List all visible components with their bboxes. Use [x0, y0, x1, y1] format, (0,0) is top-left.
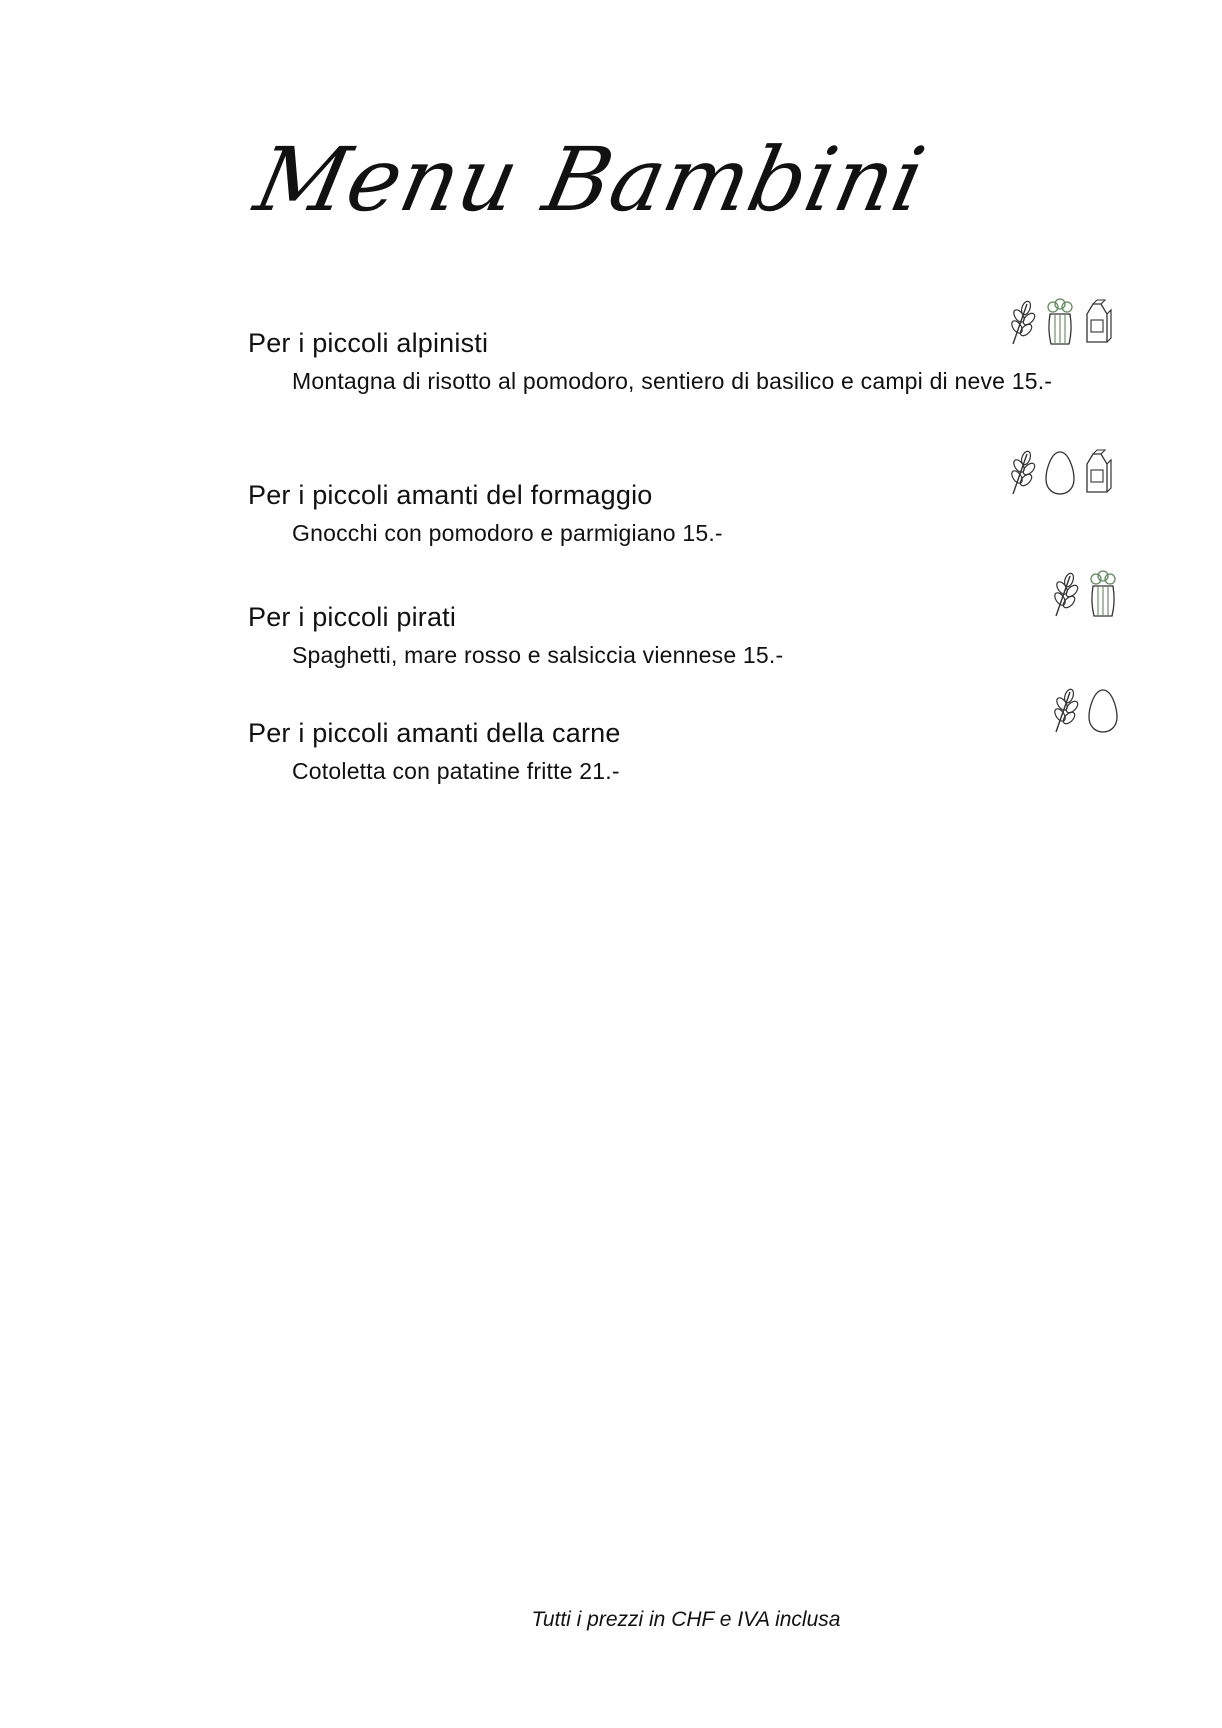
menu-item-description: Gnocchi con pomodoro e parmigiano 15.-: [292, 520, 723, 546]
wheat-icon: [1005, 298, 1039, 346]
egg-icon: [1086, 686, 1120, 734]
menu-item-name: Per i piccoli amanti del formaggio: [248, 480, 653, 510]
menu-item-description: Montagna di risotto al pomodoro, sentiero di basilico e campi di neve 15.-: [292, 368, 1053, 394]
milk-carton-icon: [1081, 448, 1115, 496]
menu-item: [248, 326, 1128, 396]
celery-icon: [1086, 570, 1120, 618]
menu-item-description: Spaghetti, mare rosso e salsiccia viennese 15.-: [292, 642, 784, 668]
allergen-icons: [1048, 686, 1120, 734]
menu-title-text: Menu Bambini: [246, 128, 935, 231]
menu-item-name: Per i piccoli pirati: [248, 602, 457, 632]
menu-title: [245, 120, 935, 260]
footer-note: Tutti i prezzi in CHF e IVA inclusa: [531, 1608, 841, 1631]
menu-item-name: Per i piccoli amanti della carne: [248, 718, 621, 748]
wheat-icon: [1048, 570, 1082, 618]
menu-item: [248, 716, 1128, 786]
wheat-icon: [1005, 448, 1039, 496]
wheat-icon: [1048, 686, 1082, 734]
allergen-icons: [1005, 298, 1115, 346]
menu-item: [248, 478, 1128, 548]
menu-item: [248, 600, 1128, 670]
allergen-icons: [1005, 448, 1115, 496]
celery-icon: [1043, 298, 1077, 346]
allergen-icons: [1048, 570, 1120, 618]
egg-icon: [1043, 448, 1077, 496]
menu-item-name: Per i piccoli alpinisti: [248, 328, 489, 358]
menu-item-description: Cotoletta con patatine fritte 21.-: [292, 758, 620, 784]
milk-carton-icon: [1081, 298, 1115, 346]
